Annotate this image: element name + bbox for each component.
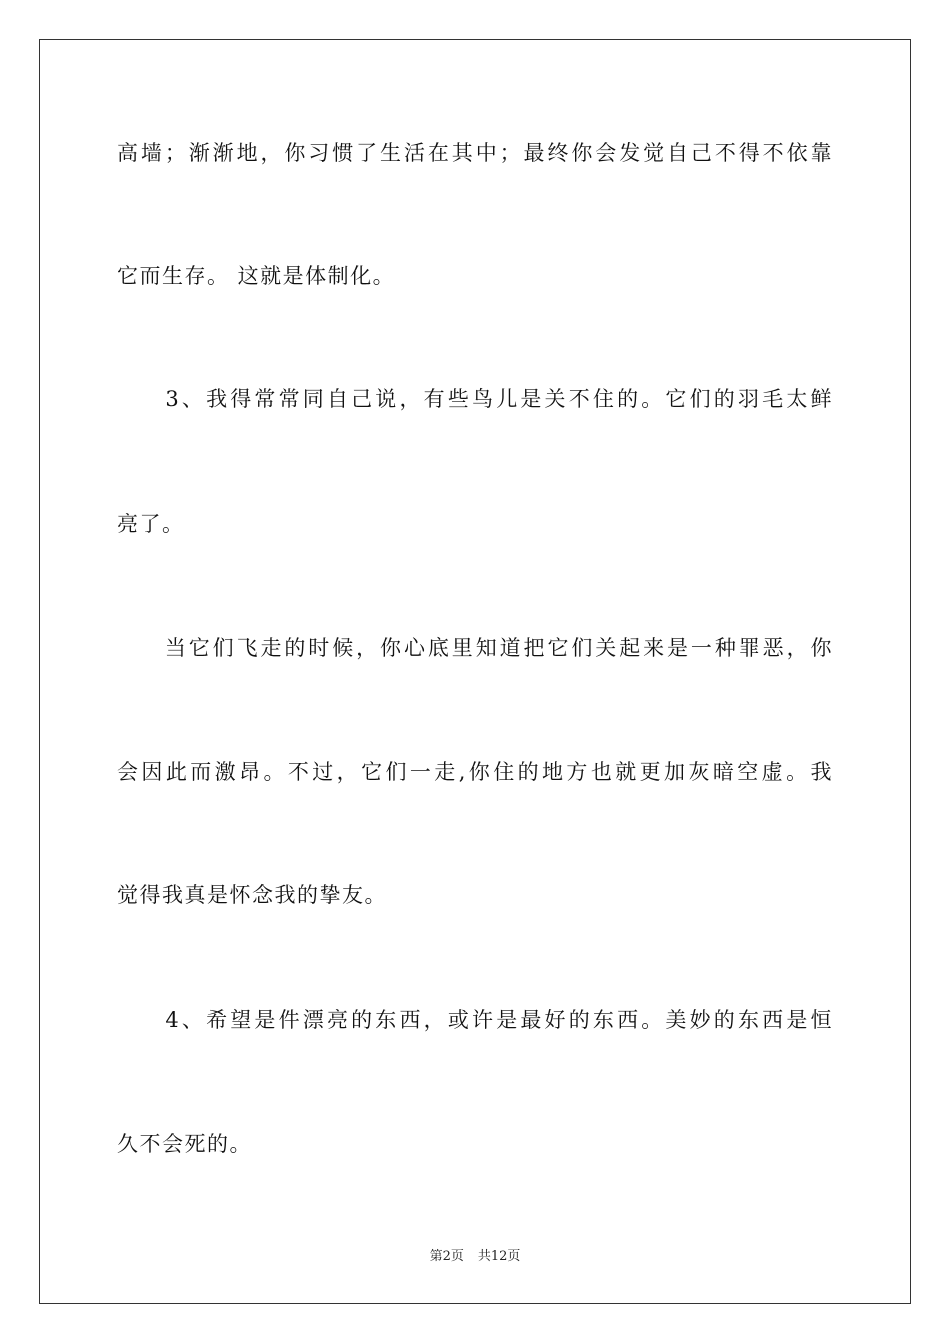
body-text-line: 3、我得常常同自己说，有些鸟儿是关不住的。它们的羽毛太鲜 [117,387,833,411]
body-text-line: 当它们飞走的时候，你心底里知道把它们关起来是一种罪恶，你 [117,636,833,660]
body-text-line: 它而生存。 这就是体制化。 [117,264,396,288]
body-text-line: 久不会死的。 [117,1132,252,1156]
body-text-line: 4、希望是件漂亮的东西，或许是最好的东西。美妙的东西是恒 [117,1008,833,1032]
body-text-line: 觉得我真是怀念我的挚友。 [117,883,387,907]
page-number: 第2页 [429,1249,464,1264]
page-footer [0,1248,950,1266]
page-border [39,39,911,1304]
body-text-line: 高墙；渐渐地，你习惯了生活在其中；最终你会发觉自己不得不依靠 [117,141,833,165]
body-text-line: 亮了。 [117,512,185,536]
body-text-line: 会因此而激昂。不过，它们一走,你住的地方也就更加灰暗空虚。我 [117,760,833,784]
page-total: 共12页 [477,1249,521,1264]
